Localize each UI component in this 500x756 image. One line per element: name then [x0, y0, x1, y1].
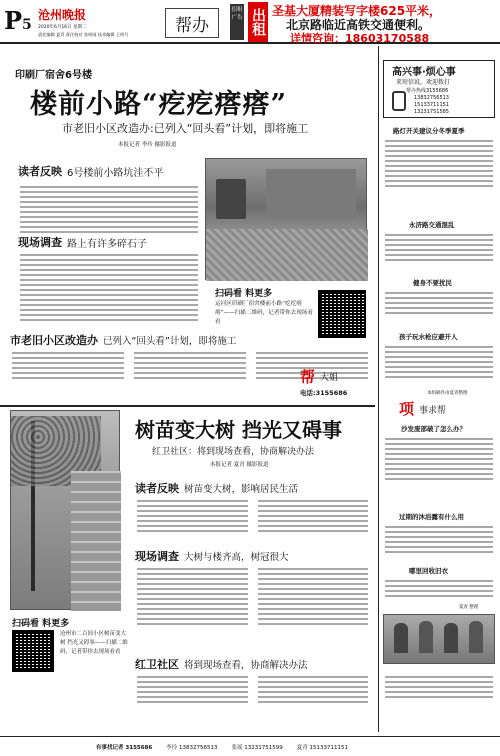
main-sec3-heading — [10, 332, 236, 348]
divider-line — [0, 405, 375, 407]
main-headline: 楼前小路“疙疙瘩瘩” — [30, 89, 288, 120]
footer-hotline: 有事找记者 3155686 — [96, 744, 153, 751]
sidebar-item-2-body — [383, 230, 495, 265]
second-sec2-title: 大树与楼齐高，树冠很大 — [184, 552, 289, 563]
main-sec1-title: 6号楼前小路坑洼不平 — [67, 167, 164, 179]
phone-icon — [392, 91, 406, 111]
sidebar-item-6-body — [383, 522, 495, 557]
sidebar — [378, 46, 500, 732]
main-body-1 — [18, 182, 200, 242]
main-sec1-heading — [18, 163, 163, 179]
second-story — [0, 410, 375, 730]
sidebar-brand-char: 项 — [399, 400, 415, 418]
section-title: 帮办 — [175, 15, 209, 36]
sidebar-photo — [383, 614, 495, 664]
tree-photo — [10, 410, 120, 610]
masthead — [0, 0, 500, 44]
second-body-3 — [135, 672, 370, 722]
second-sec1-label: 读者反映 — [135, 482, 179, 495]
sidebar-item-7-title: 哪里回收旧衣 — [409, 567, 448, 575]
second-sec1-heading — [135, 480, 298, 496]
page-digit: 5 — [22, 17, 32, 33]
date-line: 2020年6月16日 星期二 — [38, 25, 87, 30]
main-sec2-label: 现场调查 — [18, 236, 62, 249]
sidebar-item-5-title: 沙发废部破了怎么办？ — [401, 425, 466, 433]
page-letter: P — [4, 6, 23, 35]
second-headline: 树苗变大树 挡光又碍事 — [135, 418, 342, 442]
second-qr-caption: 沧州市二百间小区树苗变大树 挡光又碍事——扫描二维码，记者带你去现场看看 — [60, 631, 128, 655]
second-qr-code[interactable] — [12, 630, 54, 672]
sidebar-item-4-body — [383, 342, 495, 382]
second-sec2-heading — [135, 548, 289, 564]
editor-line: 责任编辑 夏青 責任校对 张瑶刚 技术编辑 王明月 — [38, 32, 129, 37]
helper-box — [300, 364, 370, 402]
main-qr-caption: 运河区印刷厂宿舍楼前小路“疙疙瘩瘩”——扫描二维码，记者带你去现场看看 — [215, 301, 313, 325]
main-body-2 — [18, 250, 200, 330]
main-story — [0, 58, 375, 388]
sidebar-top-num-3: 13231751585 — [414, 109, 449, 115]
second-byline: 本报记者 夏青 摄影报道 — [210, 462, 269, 468]
main-sec3-title: 已列入“回头看”计划，即将施工 — [103, 336, 237, 347]
ad-big: 出租 — [248, 2, 268, 42]
second-body-1 — [135, 496, 370, 546]
ad-line-3: 详情咨询：18603170588 — [290, 32, 430, 45]
helper-brand: 帮 — [300, 368, 316, 386]
sidebar-top-title: 高兴事·烦心事 — [392, 67, 456, 78]
sidebar-top-box — [383, 60, 495, 118]
sidebar-item-3-title: 健身不要扰民 — [413, 279, 452, 287]
second-subhead: 红卫社区：将到现场查看，协商解决办法 — [152, 447, 315, 457]
second-sec1-title: 树苗变大树，影响居民生活 — [184, 484, 299, 495]
second-sec2-label: 现场调查 — [135, 550, 179, 563]
second-qr-box — [10, 616, 130, 716]
helper-phone: 电话:3155686 — [300, 389, 348, 397]
sidebar-brand: 事求帮 — [419, 406, 447, 416]
sidebar-brand-row — [399, 398, 489, 420]
sidebar-top-sub: 来短信说，欢迎拨打 — [396, 79, 451, 86]
main-qr-box — [215, 284, 370, 344]
main-sec1-label: 读者反映 — [18, 165, 62, 178]
main-kicker: 印刷厂宿舍6号楼 — [15, 70, 92, 81]
sidebar-bottom-note: 本组稿件由夏青整理 — [427, 391, 468, 396]
main-qr-code[interactable] — [318, 290, 366, 338]
sidebar-item-1-title: 路灯开关建议分冬季夏季 — [393, 127, 465, 135]
footer-zhang-yao: 张瑶 13231751599 — [231, 744, 283, 751]
second-qr-label: 扫码看 料更多 — [12, 619, 70, 629]
sidebar-item-7-note: 夏青 整理 — [459, 605, 479, 610]
ad-line-2: 北京路临近高铁交通便利。 — [286, 18, 431, 32]
sidebar-top-num-1: 13832756513 — [414, 95, 449, 101]
main-byline: 本报记者 李玲 摄影报道 — [118, 142, 177, 148]
main-photo — [205, 158, 367, 280]
second-sec3-label: 红卫社区 — [135, 658, 179, 671]
sidebar-item-4-title: 孩子玩水枪应避开人 — [399, 333, 458, 341]
main-sec2-title: 路上有许多碎石子 — [67, 238, 147, 250]
second-sec3-heading — [135, 656, 308, 672]
main-sec2-heading — [18, 234, 147, 250]
sidebar-item-6-title: 过期的沐浴露有什么用 — [399, 513, 464, 521]
sidebar-photo-caption — [383, 672, 495, 702]
sidebar-item-7-body — [383, 576, 495, 601]
sidebar-item-5-body — [383, 434, 495, 484]
ad-line-1: 圣基大厦精装写字楼625平米， — [272, 4, 442, 18]
main-subhead: 市老旧小区改造办:已列入“回头看”计划，即将施工 — [62, 122, 309, 135]
footer-li-ling: 李玲 13832756513 — [166, 744, 218, 751]
second-body-2 — [135, 564, 370, 654]
section-title-box — [165, 8, 219, 38]
paper-name: 沧州晚报 — [38, 8, 87, 22]
sidebar-item-3-body — [383, 288, 495, 318]
page-number — [4, 6, 32, 35]
footer-xia-qing: 夏青 15133711151 — [296, 744, 348, 751]
ad-tag: 招租广告 — [230, 4, 244, 40]
second-sec3-title: 将到现场查看，协商解决办法 — [184, 660, 308, 671]
footer — [0, 736, 500, 756]
sidebar-top-phone: 帮办热线3155686 — [406, 88, 449, 94]
main-sec3-prefix: 市老旧小区改造办 — [10, 334, 98, 347]
helper-brand2: 大姐 — [320, 373, 339, 383]
sidebar-top-num-2: 15133711151 — [414, 102, 449, 108]
main-qr-label: 扫码看 料更多 — [215, 289, 273, 299]
sidebar-item-1-body — [383, 136, 495, 191]
sidebar-item-2-title: 永济路交通混乱 — [409, 221, 455, 229]
